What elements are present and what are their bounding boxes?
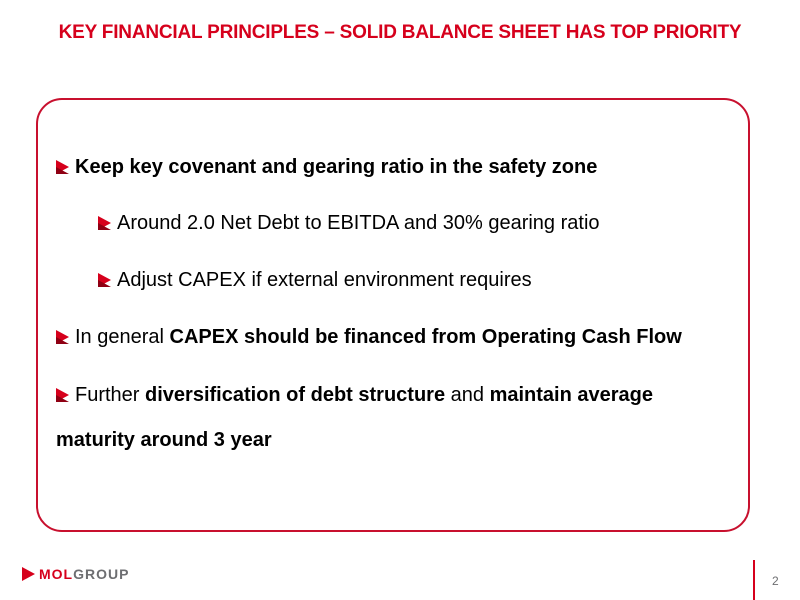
logo-text (39, 566, 129, 582)
bullet-covenant-text: Keep key covenant and gearing ratio in the safety zone (75, 156, 598, 178)
triangle-bullet-icon (98, 273, 111, 287)
bullet-debt-continuation (56, 428, 272, 452)
logo-group: GROUP (73, 566, 130, 582)
triangle-bullet-icon (56, 330, 69, 344)
bullet-debt-mid: and (445, 384, 490, 406)
footer-divider (753, 560, 755, 600)
bullet-capex-adjust-text: Adjust CAPEX if external environment requires (117, 269, 532, 291)
logo-mol: MOL (39, 566, 74, 582)
bullet-capex-financing-bold: CAPEX should be financed from Operating Cash Flow (169, 326, 682, 348)
triangle-bullet-icon (56, 160, 69, 174)
bullet-debt-bold-1: diversification of debt structure (145, 384, 446, 406)
mol-triangle-logo-icon (22, 567, 35, 581)
bullet-capex-adjust (98, 268, 532, 292)
bullet-net-debt (98, 211, 600, 235)
bullet-covenant (56, 155, 597, 179)
bullet-debt-bold-2: maintain average (489, 384, 653, 406)
slide-title: KEY FINANCIAL PRINCIPLES – SOLID BALANCE SHEET HAS TOP PRIORITY (58, 22, 742, 43)
bullet-debt-prefix: Further (75, 384, 146, 406)
bullet-net-debt-text: Around 2.0 Net Debt to EBITDA and 30% gearing ratio (117, 212, 600, 234)
mol-group-logo (22, 566, 129, 582)
bullet-debt-diversification (56, 383, 653, 407)
triangle-bullet-icon (98, 216, 111, 230)
bullet-capex-financing (56, 325, 682, 349)
bullet-debt-bold-3: maturity around 3 year (56, 429, 272, 451)
triangle-bullet-icon (56, 388, 69, 402)
bullet-capex-financing-prefix: In general (75, 326, 170, 348)
page-number: 2 (772, 574, 779, 588)
